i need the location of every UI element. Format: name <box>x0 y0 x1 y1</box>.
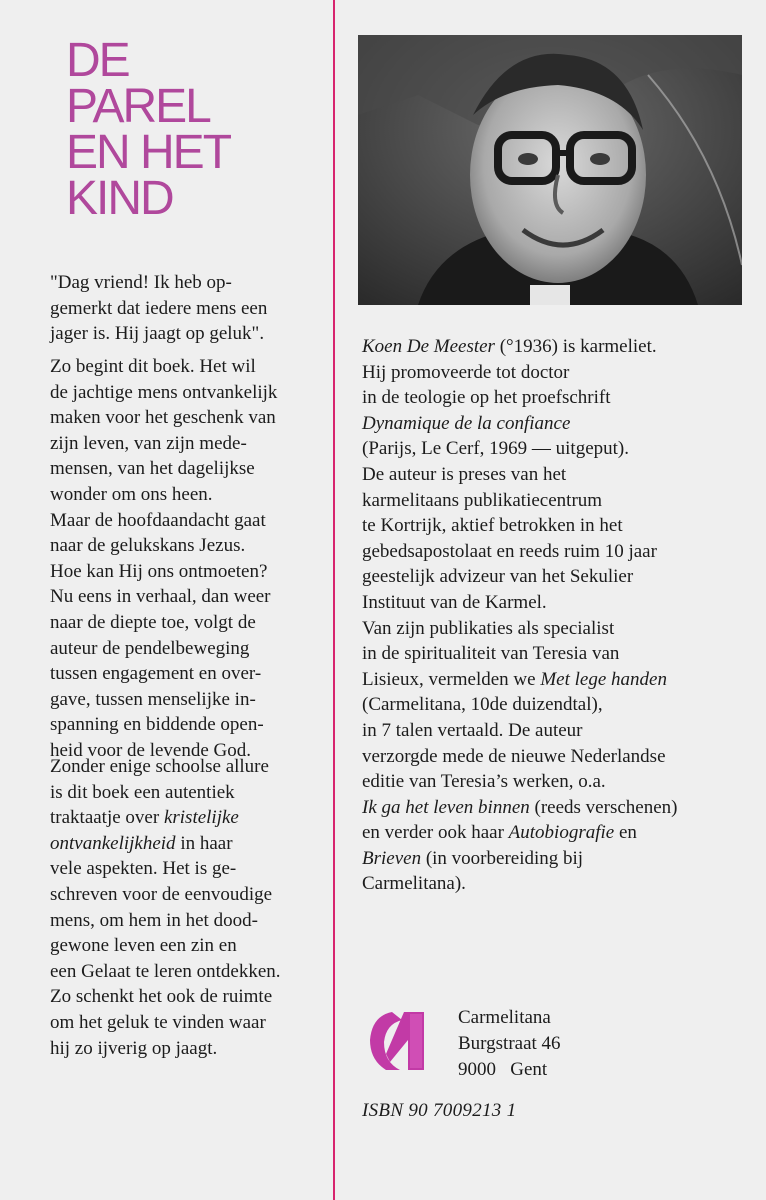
carmelitana-logo-icon <box>364 1010 426 1072</box>
dissertation-title: Dynamique de la confiance <box>362 412 571 434</box>
text-line: (Parijs, Le Cerf, 1969 — uitgeput). <box>362 438 630 460</box>
text-line: vele aspekten. Het is ge- <box>50 858 237 880</box>
publisher-city: 9000 Gent <box>458 1059 548 1080</box>
text-line: naar de diepte toe, volgt de <box>50 611 256 633</box>
text-line: gave, tussen menselijke in- <box>50 688 256 710</box>
text-line: Hoe kan Hij ons ontmoeten? <box>50 560 268 582</box>
intro-quote <box>50 270 325 347</box>
text-line <box>50 805 325 831</box>
text-line: editie van Teresia’s werken, o.a. <box>362 771 606 793</box>
text-span: in haar <box>175 832 233 854</box>
title-line: DE <box>66 34 129 87</box>
text-line: Zo schenkt het ook de ruimte <box>50 986 273 1008</box>
text-line: Nu eens in verhaal, dan weer <box>50 586 271 608</box>
text-span: (in voorbereiding bij <box>421 847 584 869</box>
text-span: en <box>614 822 637 844</box>
text-line <box>50 831 325 857</box>
book-title-italic: Ik ga het leven binnen <box>362 796 530 818</box>
text-line: te Kortrijk, aktief betrokken in het <box>362 515 623 537</box>
blurb-paragraph-2 <box>50 754 325 1061</box>
text-line: om het geluk te vinden waar <box>50 1011 266 1033</box>
text-line: Carmelitana). <box>362 873 466 895</box>
blurb-paragraph-1 <box>50 354 325 764</box>
text-line: Van zijn publikaties als specialist <box>362 617 615 639</box>
text-line <box>362 820 747 846</box>
text-span: (°1936) is karmeliet. <box>494 336 657 357</box>
text-line: Hij promoveerde tot doctor <box>362 361 570 383</box>
text-line <box>362 334 747 360</box>
italic-term: kristelijke <box>163 807 239 829</box>
text-span: en verder ook haar <box>362 822 509 844</box>
text-line: gewone leven een zin en <box>50 935 237 957</box>
text-line: auteur de pendelbeweging <box>50 637 250 659</box>
text-span: (reeds verschenen) <box>529 796 678 818</box>
text-span: Lisieux, vermelden we <box>362 668 541 690</box>
vertical-divider <box>333 0 335 1200</box>
text-line: karmelitaans publikatiecentrum <box>362 489 603 511</box>
author-bio <box>362 334 747 897</box>
text-line: hij zo ijverig op jaagt. <box>50 1037 218 1059</box>
text-line: maken voor het geschenk van <box>50 407 276 429</box>
text-line: mensen, van het dagelijkse <box>50 458 255 480</box>
text-line: spanning en biddende open- <box>50 714 264 736</box>
author-name: Koen De Meester <box>362 336 495 357</box>
title-line: KIND <box>66 172 173 225</box>
publisher-address <box>458 1005 561 1083</box>
publisher-name: Carmelitana <box>458 1007 551 1028</box>
text-line: in 7 talen vertaald. De auteur <box>362 719 583 741</box>
text-line: gebedsapostolaat en reeds ruim 10 jaar <box>362 540 657 562</box>
text-line: is dit boek een autentiek <box>50 781 235 803</box>
author-portrait-image <box>358 35 742 305</box>
text-line: De auteur is preses van het <box>362 463 567 485</box>
text-line: geestelijk advizeur van het Sekulier <box>362 566 634 588</box>
book-title <box>66 34 316 225</box>
book-title-italic: Brieven <box>362 847 422 869</box>
text-line: mens, om hem in het dood- <box>50 909 258 931</box>
text-span: traktaatje over <box>50 807 164 829</box>
text-line: gemerkt dat iedere mens een <box>50 297 268 319</box>
publisher-street: Burgstraat 46 <box>458 1033 561 1054</box>
text-line: jager is. Hij jaagt op geluk". <box>50 323 265 345</box>
text-line: naar de gelukskans Jezus. <box>50 535 246 557</box>
book-title-italic: Autobiografie <box>508 822 615 844</box>
text-line: schreven voor de eenvoudige <box>50 883 273 905</box>
text-line: Instituut van de Karmel. <box>362 591 547 613</box>
text-line: (Carmelitana, 10de duizendtal), <box>362 694 603 716</box>
text-line: Zonder enige schoolse allure <box>50 756 269 777</box>
text-line <box>362 667 747 693</box>
text-line: verzorgde mede de nieuwe Nederlandse <box>362 745 666 767</box>
author-photo <box>358 35 742 305</box>
text-line: heid voor de levende God. <box>50 739 252 761</box>
text-line: tussen engagement en over- <box>50 663 262 685</box>
text-line: "Dag vriend! Ik heb op- <box>50 272 232 293</box>
text-line: in de spiritualiteit van Teresia van <box>362 643 620 665</box>
isbn: ISBN 90 7009213 1 <box>362 1100 517 1121</box>
italic-term: ontvankelijkheid <box>50 832 176 854</box>
text-line: Maar de hoofdaandacht gaat <box>50 509 266 531</box>
text-line: in de teologie op het proefschrift <box>362 387 611 409</box>
text-line: Zo begint dit boek. Het wil <box>50 356 256 377</box>
text-line: de jachtige mens ontvankelijk <box>50 381 278 403</box>
text-line: een Gelaat te leren ontdekken. <box>50 960 281 982</box>
text-line <box>362 846 747 872</box>
text-line: zijn leven, van zijn mede- <box>50 432 247 454</box>
text-line <box>362 795 747 821</box>
title-line: PAREL <box>66 80 210 133</box>
book-title-italic: Met lege handen <box>540 668 667 690</box>
text-line: wonder om ons heen. <box>50 483 213 505</box>
title-line: EN HET <box>66 126 231 179</box>
